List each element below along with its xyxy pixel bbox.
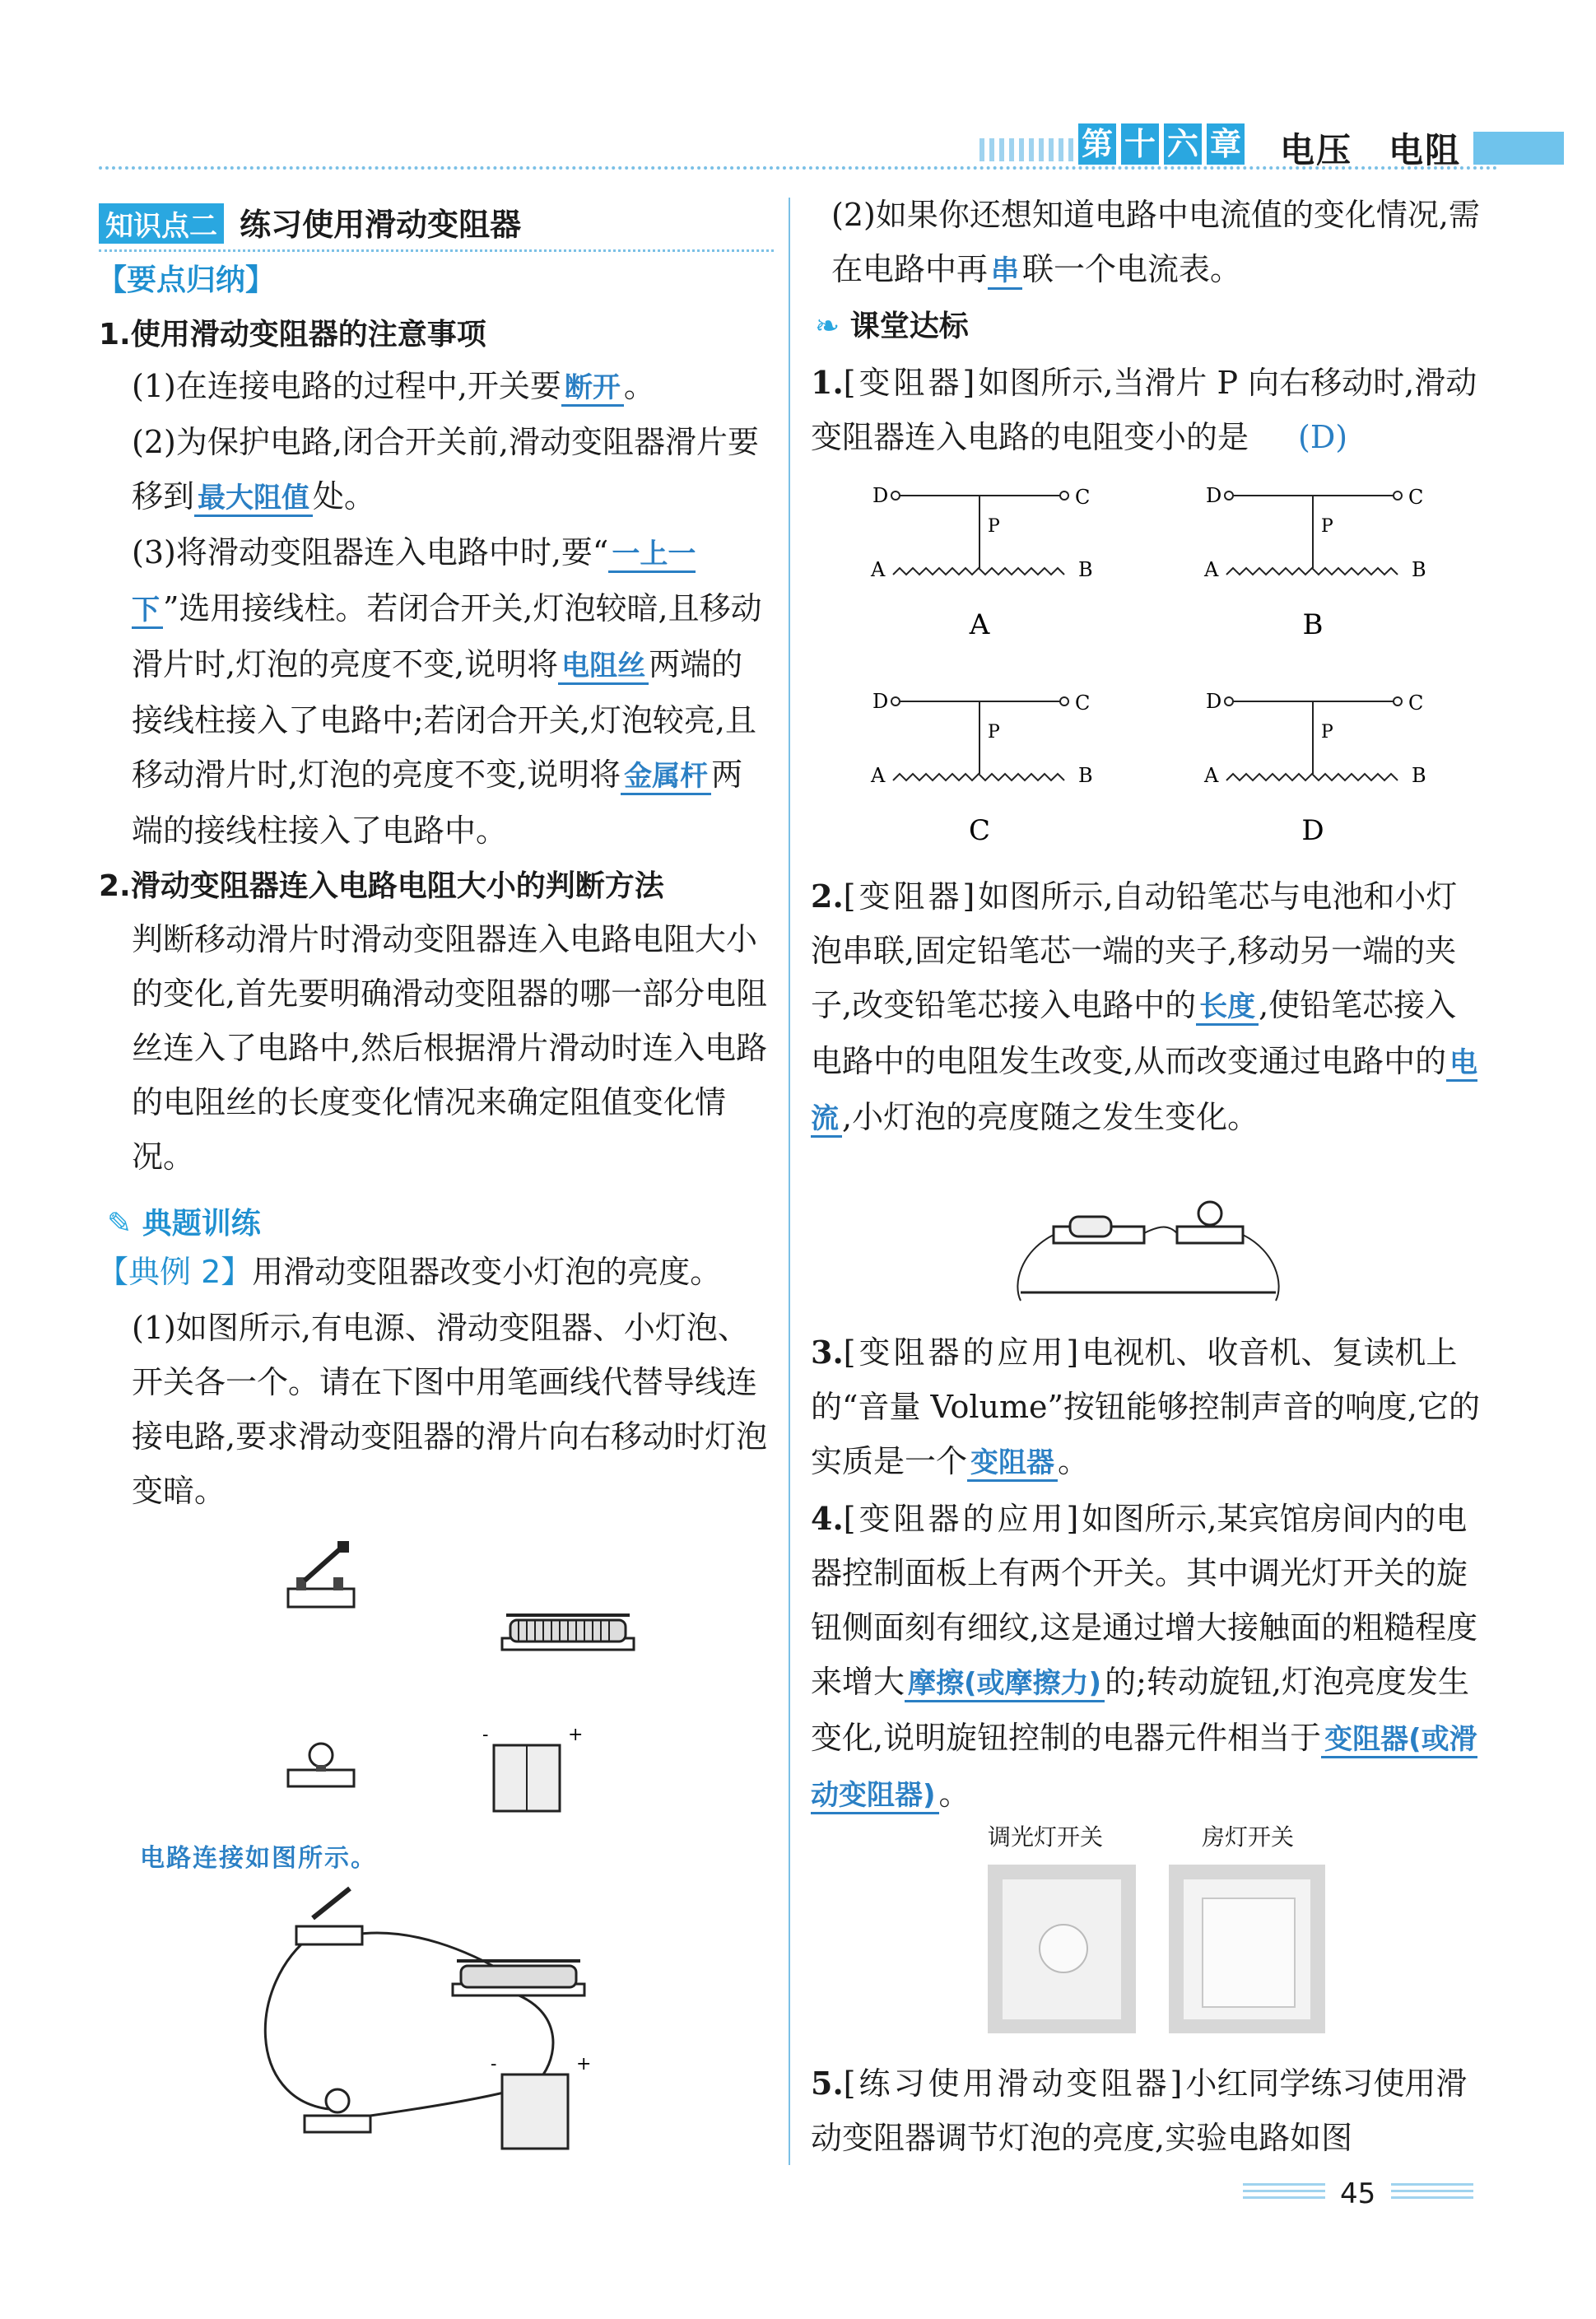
- svg-text:P: P: [988, 722, 1000, 743]
- svg-text:D: D: [1206, 690, 1222, 713]
- example-p1: (1)如图所示,有电源、滑动变阻器、小灯泡、开关各一个。请在下图中用笔画线代替导线连接电路,要求滑动变阻器的滑片向右移动时灯泡变暗。: [132, 1310, 768, 1509]
- svg-text:A: A: [871, 558, 886, 581]
- bulb-icon: [288, 1744, 354, 1786]
- svg-text:-: -: [482, 1725, 489, 1745]
- svg-text:P: P: [988, 516, 1000, 537]
- example-title: 用滑动变阻器改变小灯泡的亮度。: [252, 1254, 722, 1290]
- question-2: 2.[变阻器]如图所示,自动铅笔芯与电池和小灯泡串联,固定铅笔芯一端的夹子,移动另一端的夹子,改变铅笔芯接入电路中的 长度 ,使铅笔芯接入电路中的电阻发生改变,从而改变通过电路中的 电流 ,小灯泡的亮度随之发生变化。: [811, 869, 1486, 1146]
- answer-blank: 断开: [561, 371, 624, 407]
- answer-note: 电路连接如图所示。: [140, 1844, 377, 1873]
- chapter-char-1: 第: [1078, 123, 1116, 165]
- example-p2: (2)如果你还想知道电路中电流值的变化情况,需在电路中再 串 联一个电流表。: [831, 188, 1490, 298]
- question-3: 3.[变阻器的应用]电视机、收音机、复读机上的“音量 Volume”按钮能够控制声音的响度,它的实质是一个 变阻器 。: [811, 1325, 1486, 1490]
- chapter-char-3: 六: [1164, 123, 1202, 165]
- knife-switch-icon: [296, 1888, 362, 1944]
- answer-blank: 长度: [1196, 990, 1259, 1026]
- svg-text:A: A: [1204, 558, 1219, 581]
- svg-text:P: P: [1321, 516, 1333, 537]
- column-divider: [789, 198, 790, 2165]
- header-stripes: [979, 138, 1078, 161]
- example-title-line: [97, 1245, 772, 1299]
- item1-paragraphs: [132, 359, 774, 858]
- answer-blank: 串: [988, 254, 1022, 290]
- svg-text:D: D: [872, 690, 889, 713]
- components-figure: [263, 1539, 691, 1819]
- svg-text:C: C: [1408, 486, 1424, 509]
- svg-text:P: P: [1321, 722, 1333, 743]
- question-4: 4.[变阻器的应用]如图所示,某宾馆房间内的电器控制面板上有两个开关。其中调光灯开关的旋钮侧面刻有细纹,这是通过增大接触面的粗糙程度来增大 摩擦(或摩擦力) 的;转动旋钮,灯泡亮度发生变化,说明旋钮控制的电器元件相当于 变阻器(或滑动变阻器) 。: [811, 1492, 1486, 1823]
- svg-text:-: -: [491, 2054, 497, 2075]
- answer-blank: 变阻器: [967, 1446, 1058, 1482]
- example-tag: 【典例 2】: [97, 1254, 253, 1290]
- svg-text:A: A: [1204, 764, 1219, 787]
- class-heading: ❧ 课堂达标: [815, 310, 969, 343]
- option-d-rheostat: [1203, 690, 1426, 847]
- chapter-title: 电压 电阻: [1280, 130, 1462, 170]
- room-switch-photo: [1169, 1865, 1325, 2033]
- practice-heading: ✎ 典题训练: [107, 1207, 261, 1241]
- pen-icon: ✎: [107, 1207, 133, 1241]
- knowledge-tag: 知识点二: [99, 203, 224, 244]
- rheostat-icon: [502, 1615, 634, 1650]
- battery-icon: [491, 2054, 591, 2149]
- switch-label-dimmer: 调光灯开关: [988, 1823, 1104, 1851]
- connected-circuit-figure: [263, 1885, 609, 2157]
- battery-icon: [482, 1725, 583, 1811]
- option-a-rheostat: [870, 484, 1093, 641]
- item1-p3: (3)将滑动变阻器连入电路中时,要“ 一上一下 ”选用接线柱。若闭合开关,灯泡较暗,且移动滑片时,灯泡的亮度不变,说明将 电阻丝 两端的接线柱接入了电路中;若闭合开关,灯泡较亮,且移动滑片时,灯泡的亮度不变,说明将 金属杆 两端的接线柱接入了电路中。: [132, 534, 762, 849]
- svg-text:D: D: [1206, 484, 1222, 507]
- answer-blank: 金属杆: [621, 760, 711, 795]
- svg-text:+: +: [576, 2054, 592, 2075]
- option-a-label: A: [969, 608, 990, 641]
- question-1: 1.[变阻器]如图所示,当滑片 P 向右移动时,滑动变阻器连入电路的电阻变小的是 (D): [811, 364, 1477, 455]
- svg-text:A: A: [871, 764, 886, 787]
- item1-p2: (2)为保护电路,闭合开关前,滑动变阻器滑片要移到 最大阻值 处。: [132, 415, 774, 525]
- pencil-lead-circuit-figure: [1012, 1194, 1284, 1317]
- rheostat-icon: [453, 1961, 584, 1995]
- q1-answer: (D): [1298, 419, 1348, 455]
- bulb-icon: [305, 2089, 370, 2132]
- summary-heading: 【要点归纳】: [97, 263, 276, 297]
- svg-text:B: B: [1078, 558, 1093, 581]
- knife-switch-icon: [288, 1541, 354, 1607]
- knowledge-point-heading: [99, 199, 774, 252]
- rocker-switch-icon: [1202, 1898, 1296, 2008]
- answer-blank: 变阻器(或滑动变阻器): [811, 1723, 1477, 1814]
- option-b-rheostat: [1203, 484, 1426, 641]
- svg-text:C: C: [1075, 486, 1091, 509]
- chapter-char-2: 十: [1121, 123, 1159, 165]
- answer-blank: 电阻丝: [558, 650, 649, 685]
- dimmer-switch-photo: [988, 1865, 1136, 2033]
- question-5: 5.[练习使用滑动变阻器]小红同学练习使用滑动变阻器调节灯泡的亮度,实验电路如图: [811, 2065, 1468, 2156]
- dimmer-knob-icon: [1039, 1924, 1088, 1973]
- svg-text:B: B: [1412, 764, 1426, 787]
- svg-text:B: B: [1412, 558, 1426, 581]
- option-c-label: C: [968, 814, 991, 847]
- option-b-label: B: [1302, 608, 1324, 641]
- footer-lines-right: [1391, 2183, 1473, 2200]
- item2-text: 判断移动滑片时滑动变阻器连入电路电阻大小的变化,首先要明确滑动变阻器的哪一部分电阻丝连入了电路中,然后根据滑片滑动时连入电路的电阻丝的长度变化情况来确定阻值变化情况。: [132, 921, 768, 1175]
- item1-p1: (1)在连接电路的过程中,开关要 断开 。: [132, 359, 774, 415]
- option-d-label: D: [1301, 814, 1324, 847]
- svg-text:+: +: [568, 1725, 584, 1745]
- book-icon: ❧: [815, 310, 840, 343]
- chapter-char-4: 章: [1207, 123, 1245, 165]
- page-number: 45: [1340, 2177, 1376, 2210]
- switch-label-room: 房灯开关: [1202, 1823, 1295, 1851]
- svg-text:D: D: [872, 484, 889, 507]
- option-c-rheostat: [870, 690, 1093, 847]
- svg-text:B: B: [1078, 764, 1093, 787]
- answer-blank: 一上一下: [132, 538, 696, 629]
- item2-title: 2.滑动变阻器连入电路电阻大小的判断方法: [99, 869, 664, 903]
- item1-title: 1.使用滑动变阻器的注意事项: [99, 318, 486, 352]
- header-accent-bar: [1473, 132, 1564, 165]
- answer-blank: 摩擦(或摩擦力): [905, 1667, 1105, 1702]
- svg-text:C: C: [1408, 692, 1424, 715]
- knowledge-title: 练习使用滑动变阻器: [240, 207, 522, 243]
- svg-text:C: C: [1075, 692, 1091, 715]
- q1-options-figure: [856, 469, 1498, 856]
- footer-lines-left: [1243, 2183, 1325, 2200]
- answer-blank: 电流: [811, 1046, 1477, 1138]
- answer-blank: 最大阻值: [194, 482, 313, 517]
